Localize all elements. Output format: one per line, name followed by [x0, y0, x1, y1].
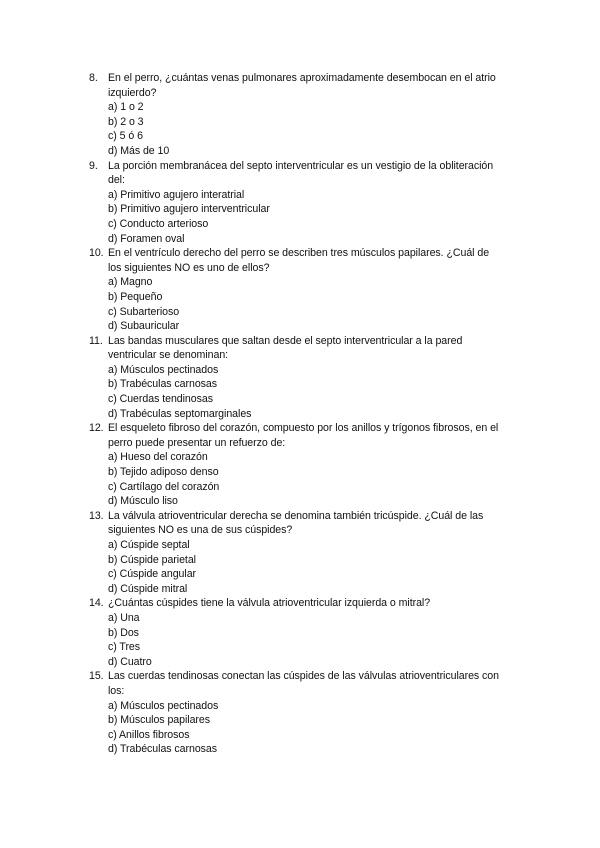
question-item [89, 509, 529, 597]
answer-option: b) Dos [108, 626, 139, 639]
answer-option: a) Músculos pectinados [108, 699, 219, 712]
question-stem-line: los siguientes NO es uno de ellos? [108, 261, 270, 274]
question-number: 13. [89, 509, 104, 522]
question-stem-line: izquierdo? [108, 86, 157, 99]
answer-option: b) 2 o 3 [108, 115, 144, 128]
answer-option: b) Cúspide parietal [108, 553, 196, 566]
question-number: 12. [89, 422, 104, 435]
question-stem-line: los: [108, 684, 125, 697]
question-stem [108, 421, 529, 450]
answer-option: c) Cúspide angular [108, 568, 197, 581]
answer-options [108, 275, 529, 333]
question-item [89, 159, 529, 247]
question-number: 10. [89, 247, 104, 260]
answer-options [108, 363, 529, 421]
question-number: 11. [89, 334, 103, 347]
answer-option: d) Foramen oval [108, 232, 185, 245]
answer-option: d) Trabéculas carnosas [108, 743, 218, 756]
question-stem-line: ¿Cuántas cúspides tiene la válvula atrioventricular izquierda o mitral? [108, 597, 431, 610]
question-item [89, 669, 529, 757]
answer-options [108, 100, 529, 158]
answer-option: d) Cuatro [108, 655, 152, 668]
question-list [89, 71, 529, 757]
question-stem-line: ventricular se denominan: [108, 349, 229, 362]
answer-option: a) Magno [108, 276, 153, 289]
answer-options [108, 611, 529, 669]
question-stem [108, 71, 529, 100]
answer-option: c) Conducto arterioso [108, 217, 209, 230]
question-number: 14. [89, 597, 104, 610]
answer-options [108, 450, 529, 508]
answer-option: d) Trabéculas septomarginales [108, 407, 252, 420]
question-stem-line: La porción membranácea del septo interventricular es un vestigio de la obliteración [108, 159, 494, 172]
question-stem-line: El esqueleto fibroso del corazón, compuesto por los anillos y trígonos fibrosos, en el [108, 422, 499, 435]
question-number: 9. [89, 159, 98, 172]
question-stem [108, 334, 529, 363]
question-item [89, 421, 529, 509]
question-stem [108, 246, 529, 275]
question-item [89, 71, 529, 159]
question-stem-line: En el ventrículo derecho del perro se describen tres músculos papilares. ¿Cuál de [108, 247, 490, 260]
answer-option: a) Primitivo agujero interatrial [108, 188, 245, 201]
question-stem [108, 509, 529, 538]
answer-option: b) Tejido adiposo denso [108, 466, 219, 479]
answer-option: d) Músculo liso [108, 495, 178, 508]
question-stem-line: La válvula atrioventricular derecha se denomina también tricúspide. ¿Cuál de las [108, 509, 484, 522]
question-item [89, 596, 529, 669]
answer-option: a) Cúspide septal [108, 539, 190, 551]
answer-option: b) Músculos papilares [108, 714, 210, 727]
answer-option: c) Cartílago del corazón [108, 480, 220, 493]
answer-options [108, 188, 529, 246]
answer-option: d) Subauricular [108, 320, 180, 333]
answer-option: c) Tres [108, 641, 141, 654]
answer-option: a) Músculos pectinados [108, 363, 219, 376]
answer-option: b) Trabéculas carnosas [108, 378, 218, 391]
answer-options [108, 538, 529, 596]
question-item [89, 334, 529, 422]
question-stem-line: siguientes NO es una de sus cúspides? [108, 524, 293, 537]
question-item [89, 246, 529, 334]
answer-option: a) 1 o 2 [108, 101, 144, 114]
question-stem-line: En el perro, ¿cuántas venas pulmonares aproximadamente desembocan en el atrio [108, 72, 496, 84]
answer-option: a) Una [108, 611, 140, 624]
answer-option: b) Primitivo agujero interventricular [108, 203, 270, 216]
answer-option: d) Cúspide mitral [108, 582, 188, 595]
question-number: 8. [89, 72, 98, 84]
question-stem [108, 159, 529, 188]
answer-option: c) Subarterioso [108, 305, 180, 318]
answer-option: a) Hueso del corazón [108, 451, 208, 464]
answer-option: c) Anillos fibrosos [108, 728, 190, 741]
question-stem-line: perro puede presentar un refuerzo de: [108, 436, 286, 449]
answer-option: d) Más de 10 [108, 144, 170, 157]
question-number: 15. [89, 670, 104, 683]
question-stem [108, 596, 529, 611]
question-stem-line: del: [108, 174, 125, 187]
answer-options [108, 699, 529, 757]
answer-option: c) 5 ó 6 [108, 130, 143, 143]
question-stem-line: Las cuerdas tendinosas conectan las cúspides de las válvulas atrioventriculares con [108, 670, 499, 683]
question-stem-line: Las bandas musculares que saltan desde el septo interventricular a la pared [108, 334, 463, 347]
answer-option: b) Pequeño [108, 290, 163, 303]
answer-option: c) Cuerdas tendinosas [108, 393, 213, 406]
question-stem [108, 669, 529, 698]
